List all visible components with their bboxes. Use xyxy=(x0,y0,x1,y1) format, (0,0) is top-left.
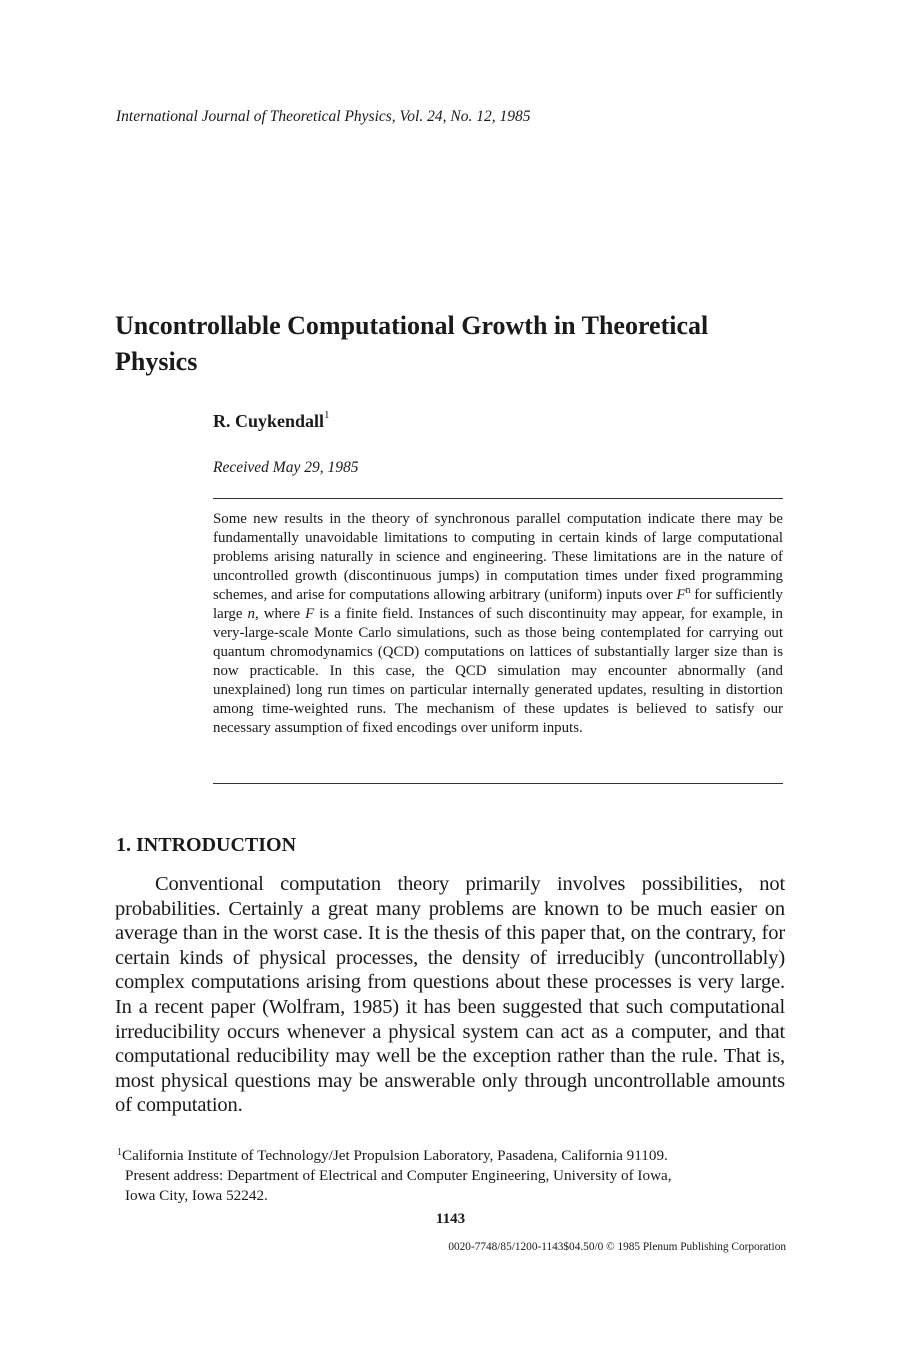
section-heading: 1. INTRODUCTION xyxy=(116,834,297,856)
paper-title: Uncontrollable Computational Growth in Theoretical Physics xyxy=(115,311,709,376)
author-footnote-mark: 1 xyxy=(324,409,330,421)
footnote-line-2: Present address: Department of Electrical and Computer Engineering, University of Iowa, xyxy=(125,1167,672,1184)
footnote-text-1: California Institute of Technology/Jet Propulsion Laboratory, Pasadena, California 91109. xyxy=(122,1147,668,1164)
abstract-top-rule xyxy=(213,498,783,499)
footnote-line-1 xyxy=(117,1146,787,1166)
copyright-line: 0020-7748/85/1200-1143$04.50/0 © 1985 Plenum Publishing Corporation xyxy=(448,1241,786,1253)
footnote-line-3: Iowa City, Iowa 52242. xyxy=(125,1187,268,1204)
page-number: 1143 xyxy=(435,1211,466,1227)
journal-citation: International Journal of Theoretical Physics, Vol. 24, No. 12, 1985 xyxy=(116,108,531,125)
footnote-mark: 1 xyxy=(117,1147,122,1158)
abstract-text: Some new results in the theory of synchronous parallel computation indicate there may be fundamentally unavoidable limitations to computing in certain kinds of large computational problems arising naturally in science and engineering. These limitations are in the nature of uncontrolled growth (discontinuous jumps) in computation times under fixed programming schemes, and arise for computations allowing arbitrary (uniform) inputs over $F^n$ for sufficiently large n, where F is a finite field. Instances of such discontinuity may appear, for example, in very-large-scale Monte Carlo simulations, such as those being contemplated for carrying out quantum chromodynamics (QCD) computations on lattices of substantially larger size than is now practicable. In this case, the QCD simulation may encounter abnormally (and unexplained) long run times on particular internally generated updates, resulting in distortion among time-weighted runs. The mechanism of these updates is believed to satisfy our necessary assumption of fixed encodings over uniform inputs. xyxy=(213,511,784,736)
received-date: Received May 29, 1985 xyxy=(213,459,359,476)
introduction-paragraph: Conventional computation theory primarily involves possibilities, not probabilities. Certainly a great many problems are known to be much easier on average than in the worst case. It is the thesis of this paper that, on the contrary, for certain kinds of physical processes, the density of irreducibly (uncontrollably) complex computations arising from questions about these processes is very large. In a recent paper (Wolfram, 1985) it has been suggested that such computational irreducibility occurs whenever a physical system can act as a computer, and that computational reducibility may well be the exception rather than the rule. That is, most physical questions may be answerable only through uncontrollable amounts of computation. xyxy=(115,873,785,1117)
introduction-body xyxy=(115,872,785,1118)
abstract-bottom-rule xyxy=(213,783,783,784)
author-name: R. Cuykendall xyxy=(213,411,325,431)
author-line xyxy=(213,411,330,432)
affiliation-footnote xyxy=(117,1146,787,1206)
